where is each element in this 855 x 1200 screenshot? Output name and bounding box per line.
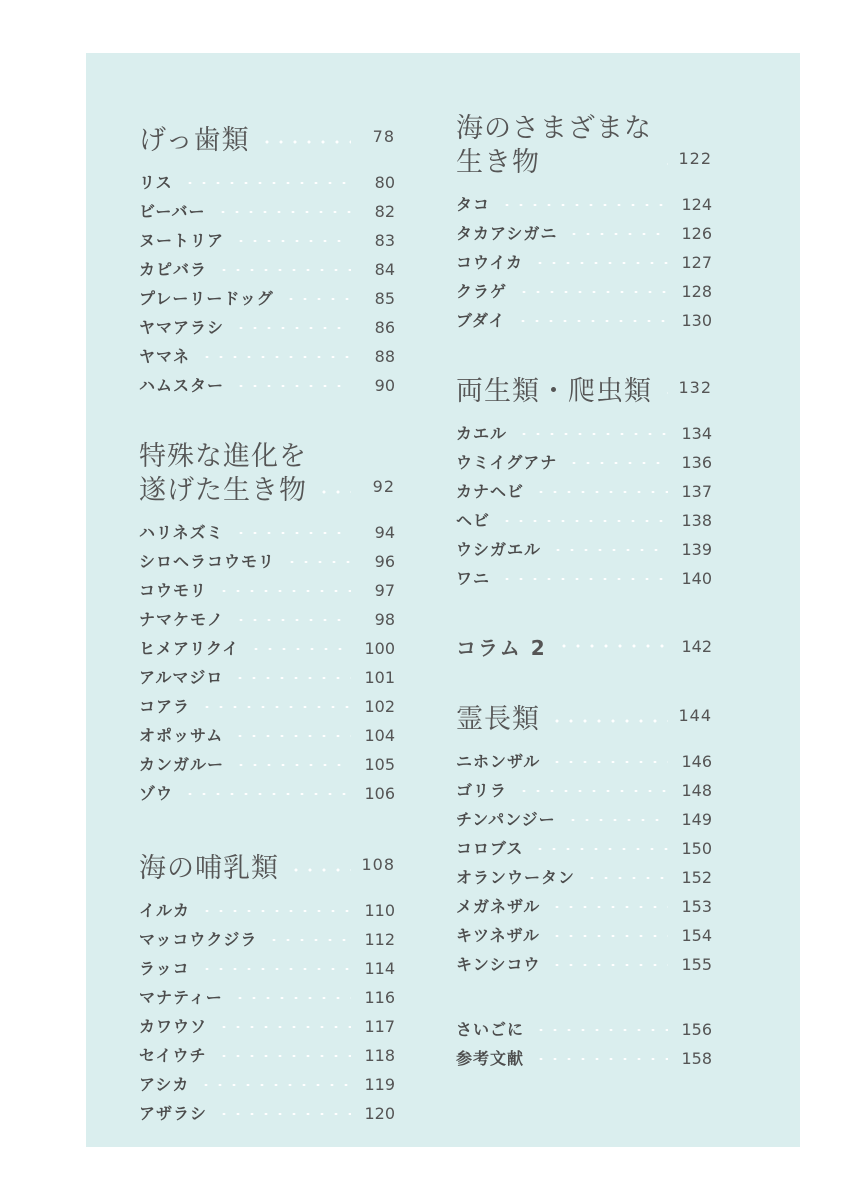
entry-page: 110 bbox=[364, 901, 395, 920]
leader-dots bbox=[230, 619, 351, 621]
entry-title: ゴリラ bbox=[456, 781, 508, 800]
entry-page: 80 bbox=[374, 173, 395, 192]
entry-title: アザラシ bbox=[139, 1104, 208, 1123]
leader-dots bbox=[230, 385, 351, 387]
entry-page: 118 bbox=[364, 1046, 395, 1065]
toc-entry bbox=[456, 805, 712, 834]
leader-dots bbox=[546, 906, 668, 908]
leader-dots bbox=[213, 1026, 351, 1028]
section-heading bbox=[456, 112, 712, 180]
entry-title: カナヘビ bbox=[456, 482, 525, 501]
leader-dots bbox=[245, 648, 351, 650]
toc-entry bbox=[139, 663, 395, 692]
toc-entry bbox=[456, 834, 712, 863]
entry-page: 84 bbox=[374, 260, 395, 279]
leader-dots bbox=[530, 1058, 668, 1060]
entry-page: 104 bbox=[364, 726, 395, 745]
toc-entry bbox=[139, 896, 395, 925]
toc-entry bbox=[139, 605, 395, 634]
entry-page: 155 bbox=[681, 955, 712, 974]
leader-dots bbox=[563, 462, 668, 464]
section-page: 122 bbox=[678, 149, 712, 168]
entry-page: 138 bbox=[681, 511, 712, 530]
toc-entry bbox=[139, 1012, 395, 1041]
entry-page: 96 bbox=[374, 552, 395, 571]
column-2-entry bbox=[456, 629, 712, 663]
leader-dots bbox=[230, 532, 351, 534]
entry-title: コロブス bbox=[456, 839, 524, 858]
entry-title: ヌートリア bbox=[139, 231, 225, 250]
toc-entry bbox=[139, 1099, 395, 1128]
leader-dots bbox=[513, 790, 668, 792]
entry-title: カワウソ bbox=[139, 1017, 208, 1036]
entry-title: セイウチ bbox=[139, 1046, 207, 1065]
section-amphibians-reptiles bbox=[456, 371, 712, 593]
entry-title: コウイカ bbox=[456, 253, 524, 272]
entry-list bbox=[456, 419, 712, 593]
entry-page: 136 bbox=[681, 453, 712, 472]
entry-title: イルカ bbox=[139, 901, 191, 920]
section-title: コラム 2 bbox=[456, 635, 547, 660]
leader-dots bbox=[546, 964, 668, 966]
entry-title: さいごに bbox=[456, 1020, 525, 1039]
entry-title: リス bbox=[139, 173, 173, 192]
entry-title: プレーリードッグ bbox=[139, 289, 274, 308]
section-sea-creatures bbox=[456, 112, 712, 335]
toc-entry bbox=[456, 747, 712, 776]
entry-title: ウシガエル bbox=[456, 540, 542, 559]
entry-page: 82 bbox=[374, 202, 395, 221]
entry-title: ナマケモノ bbox=[139, 610, 224, 629]
leader-dots bbox=[285, 868, 351, 872]
entry-title: タコ bbox=[456, 195, 491, 214]
entry-list bbox=[456, 190, 712, 335]
toc-entry bbox=[456, 477, 712, 506]
leader-dots bbox=[563, 233, 668, 235]
section-page: 92 bbox=[372, 477, 395, 496]
leader-dots bbox=[513, 291, 668, 293]
leader-dots bbox=[581, 877, 668, 879]
leader-dots bbox=[229, 997, 351, 999]
leader-dots bbox=[196, 968, 351, 970]
entry-title: マッコウクジラ bbox=[139, 930, 258, 949]
entry-page: 86 bbox=[374, 318, 395, 337]
toc-entry bbox=[456, 448, 712, 477]
entry-page: 97 bbox=[374, 581, 395, 600]
entry-page: 124 bbox=[681, 195, 712, 214]
entry-list bbox=[139, 168, 395, 400]
entry-page: 134 bbox=[681, 424, 712, 443]
toc-entry bbox=[139, 779, 395, 808]
entry-page: 126 bbox=[681, 224, 712, 243]
leader-dots bbox=[496, 204, 668, 206]
entry-page: 149 bbox=[681, 810, 712, 829]
toc-entry bbox=[456, 1015, 712, 1044]
leader-dots bbox=[229, 677, 351, 679]
entry-page: 112 bbox=[364, 930, 395, 949]
leader-dots bbox=[280, 298, 351, 300]
toc-entry bbox=[456, 506, 712, 535]
section-page: 142 bbox=[681, 636, 712, 656]
toc-entry bbox=[456, 248, 712, 277]
toc-entry bbox=[456, 950, 712, 979]
section-rodents bbox=[139, 120, 395, 400]
entry-title: オランウータン bbox=[456, 868, 576, 887]
section-title: 両生類・爬虫類 bbox=[456, 376, 652, 407]
entry-title: シロヘラコウモリ bbox=[139, 552, 276, 571]
section-title: 特殊な進化を 遂げた生き物 bbox=[139, 441, 307, 506]
leader-dots bbox=[196, 706, 351, 708]
leader-dots bbox=[196, 356, 351, 358]
entry-page: 101 bbox=[364, 668, 395, 687]
entry-title: キツネザル bbox=[456, 926, 540, 945]
toc-right-column bbox=[456, 112, 712, 1073]
leader-dots bbox=[529, 262, 668, 264]
entry-page: 128 bbox=[681, 282, 712, 301]
section-title: 海の哺乳類 bbox=[139, 853, 279, 884]
entry-page: 106 bbox=[364, 784, 395, 803]
leader-dots bbox=[212, 211, 351, 213]
entry-title: ブダイ bbox=[456, 311, 506, 330]
toc-entry bbox=[139, 692, 395, 721]
toc-entry bbox=[139, 197, 395, 226]
toc-entry bbox=[139, 954, 395, 983]
leader-dots bbox=[281, 561, 351, 563]
toc-entry bbox=[456, 190, 712, 219]
section-marine-mammals bbox=[139, 848, 395, 1128]
section-back-matter bbox=[456, 1015, 712, 1073]
entry-page: 130 bbox=[681, 311, 712, 330]
entry-title: アシカ bbox=[139, 1075, 190, 1094]
section-page: 108 bbox=[361, 855, 395, 874]
toc-left-column bbox=[139, 120, 395, 1128]
leader-dots bbox=[230, 327, 351, 329]
entry-list bbox=[456, 1015, 712, 1073]
leader-dots bbox=[213, 1113, 351, 1115]
entry-title: ヤマアラシ bbox=[139, 318, 225, 337]
leader-dots bbox=[179, 182, 351, 184]
entry-page: 148 bbox=[681, 781, 712, 800]
toc-entry bbox=[139, 518, 395, 547]
section-special-evolution bbox=[139, 440, 395, 808]
entry-list bbox=[139, 518, 395, 808]
toc-entry bbox=[456, 892, 712, 921]
section-primates bbox=[456, 699, 712, 979]
toc-entry bbox=[139, 1070, 395, 1099]
toc-entry bbox=[139, 1041, 395, 1070]
leader-dots bbox=[263, 939, 351, 941]
entry-title: ウミイグアナ bbox=[456, 453, 558, 472]
leader-dots bbox=[658, 162, 668, 166]
section-page: 78 bbox=[372, 127, 395, 146]
entry-page: 94 bbox=[374, 523, 395, 542]
entry-title: タカアシガニ bbox=[456, 224, 558, 243]
section-heading bbox=[456, 371, 712, 409]
entry-page: 139 bbox=[681, 540, 712, 559]
toc-entry bbox=[139, 371, 395, 400]
entry-title: カエル bbox=[456, 424, 508, 443]
leader-dots bbox=[230, 764, 351, 766]
leader-dots bbox=[658, 391, 668, 395]
entry-list bbox=[139, 896, 395, 1128]
entry-page: 146 bbox=[681, 752, 712, 771]
entry-page: 114 bbox=[364, 959, 395, 978]
leader-dots bbox=[179, 793, 351, 795]
entry-page: 158 bbox=[681, 1049, 712, 1068]
leader-dots bbox=[553, 644, 668, 648]
entry-page: 98 bbox=[374, 610, 395, 629]
entry-page: 83 bbox=[374, 231, 395, 250]
entry-page: 90 bbox=[374, 376, 395, 395]
entry-title: ヤマネ bbox=[139, 347, 191, 366]
toc-entry bbox=[139, 750, 395, 779]
toc-entry bbox=[139, 168, 395, 197]
leader-dots bbox=[256, 140, 351, 144]
entry-page: 154 bbox=[681, 926, 712, 945]
toc-entry bbox=[456, 921, 712, 950]
leader-dots bbox=[230, 240, 351, 242]
entry-page: 119 bbox=[364, 1075, 395, 1094]
entry-page: 105 bbox=[364, 755, 395, 774]
toc-entry bbox=[456, 1044, 712, 1073]
toc-entry bbox=[456, 776, 712, 805]
toc-entry bbox=[139, 925, 395, 954]
leader-dots bbox=[547, 549, 668, 551]
section-heading bbox=[139, 440, 395, 508]
toc-entry bbox=[456, 277, 712, 306]
entry-title: クラゲ bbox=[456, 282, 508, 301]
toc-entry bbox=[456, 564, 712, 593]
entry-title: アルマジロ bbox=[139, 668, 224, 687]
entry-page: 153 bbox=[681, 897, 712, 916]
toc-entry bbox=[139, 983, 395, 1012]
section-page: 132 bbox=[678, 378, 712, 397]
leader-dots bbox=[213, 590, 351, 592]
entry-title: ゾウ bbox=[139, 784, 174, 803]
toc-entry bbox=[456, 535, 712, 564]
toc-entry bbox=[456, 219, 712, 248]
entry-title: ビーバー bbox=[139, 202, 206, 221]
toc-entry bbox=[139, 576, 395, 605]
leader-dots bbox=[195, 1084, 351, 1086]
leader-dots bbox=[546, 761, 668, 763]
section-heading bbox=[456, 699, 712, 737]
toc-entry bbox=[456, 863, 712, 892]
entry-title: ハリネズミ bbox=[139, 523, 224, 542]
leader-dots bbox=[546, 719, 668, 723]
entry-title: カンガルー bbox=[139, 755, 225, 774]
toc-entry bbox=[456, 306, 712, 335]
toc-entry bbox=[139, 634, 395, 663]
entry-title: カピバラ bbox=[139, 260, 208, 279]
leader-dots bbox=[229, 735, 351, 737]
leader-dots bbox=[546, 935, 668, 937]
section-page: 144 bbox=[678, 706, 712, 725]
toc-entry bbox=[139, 255, 395, 284]
entry-title: チンパンジー bbox=[456, 810, 556, 829]
leader-dots bbox=[496, 578, 668, 580]
entry-title: コウモリ bbox=[139, 581, 208, 600]
toc-entry bbox=[139, 342, 395, 371]
section-title: げっ歯類 bbox=[139, 125, 250, 156]
entry-title: コアラ bbox=[139, 697, 191, 716]
toc-entry bbox=[139, 284, 395, 313]
entry-title: ハムスター bbox=[139, 376, 225, 395]
entry-page: 100 bbox=[364, 639, 395, 658]
entry-title: キンシコウ bbox=[456, 955, 541, 974]
leader-dots bbox=[562, 819, 668, 821]
leader-dots bbox=[313, 490, 351, 494]
entry-title: オポッサム bbox=[139, 726, 224, 745]
toc-entry bbox=[139, 313, 395, 342]
entry-page: 140 bbox=[681, 569, 712, 588]
entry-page: 137 bbox=[681, 482, 712, 501]
entry-page: 85 bbox=[374, 289, 395, 308]
leader-dots bbox=[529, 848, 668, 850]
entry-title: メガネザル bbox=[456, 897, 541, 916]
leader-dots bbox=[213, 269, 351, 271]
entry-title: ニホンザル bbox=[456, 752, 541, 771]
section-heading bbox=[139, 120, 395, 158]
leader-dots bbox=[196, 910, 351, 912]
section-title: 海のさまざまな 生き物 bbox=[456, 113, 652, 178]
entry-title: ラッコ bbox=[139, 959, 190, 978]
toc-entry bbox=[139, 547, 395, 576]
entry-title: 参考文献 bbox=[456, 1049, 525, 1068]
entry-title: ヒメアリクイ bbox=[139, 639, 240, 658]
entry-list bbox=[456, 747, 712, 979]
toc-entry bbox=[456, 419, 712, 448]
leader-dots bbox=[530, 491, 668, 493]
entry-title: ヘビ bbox=[456, 511, 491, 530]
entry-page: 116 bbox=[364, 988, 395, 1007]
entry-page: 88 bbox=[374, 347, 395, 366]
leader-dots bbox=[530, 1029, 668, 1031]
leader-dots bbox=[496, 520, 668, 522]
entry-page: 102 bbox=[364, 697, 395, 716]
leader-dots bbox=[513, 433, 668, 435]
leader-dots bbox=[213, 1055, 351, 1057]
entry-page: 127 bbox=[681, 253, 712, 272]
toc-entry bbox=[139, 226, 395, 255]
entry-page: 152 bbox=[681, 868, 712, 887]
entry-page: 120 bbox=[364, 1104, 395, 1123]
entry-page: 150 bbox=[681, 839, 712, 858]
section-heading bbox=[139, 848, 395, 886]
section-title: 霊長類 bbox=[456, 704, 540, 735]
entry-page: 117 bbox=[364, 1017, 395, 1036]
entry-title: ワニ bbox=[456, 569, 491, 588]
entry-page: 156 bbox=[681, 1020, 712, 1039]
entry-title: マナティー bbox=[139, 988, 223, 1007]
toc-entry bbox=[139, 721, 395, 750]
leader-dots bbox=[512, 320, 668, 322]
